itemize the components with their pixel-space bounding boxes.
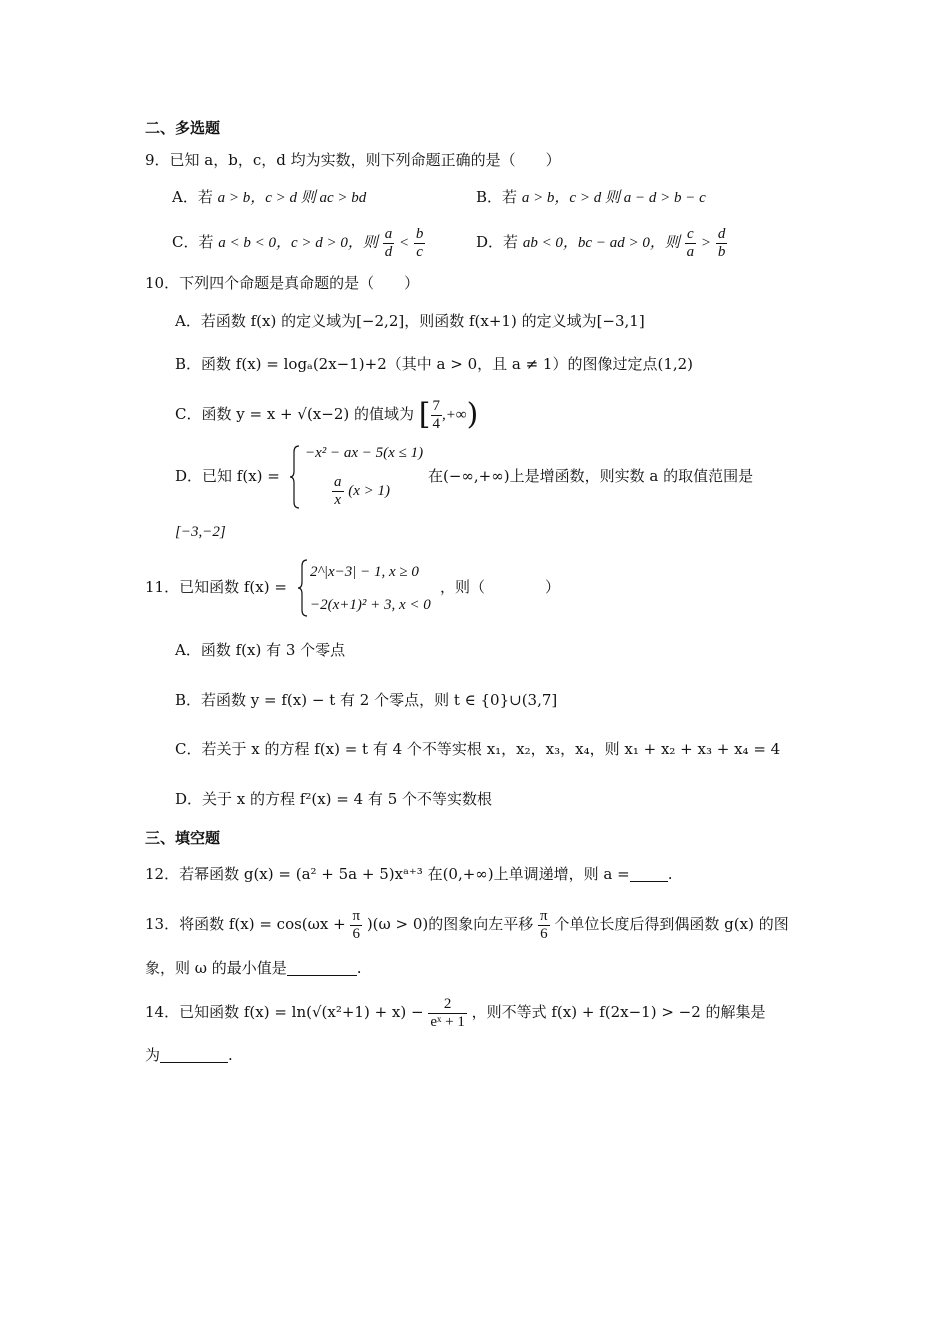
question-11-option-d: D．关于 x 的方程 f²(x) = 4 有 5 个不等实数根 — [175, 790, 493, 808]
question-10-option-c: C．函数 y = x + √(x−2) 的值域为 [ $\frac{7}{4}$ ,+∞) — [175, 397, 479, 432]
left-brace-icon — [297, 558, 309, 618]
question-10-stem: 10．下列四个命题是真命题的是（ ） — [145, 274, 420, 292]
option-label: D．若 — [476, 233, 519, 251]
fraction-a-over-x: $\frac{a}{x}$ — [334, 473, 342, 508]
piecewise-case-2: $\frac{a}{x}$ (x > 1) — [334, 473, 391, 508]
fraction-a-over-d: $\frac{a}{d}$ — [384, 225, 393, 260]
fraction-c-over-a: $\frac{c}{a}$ — [686, 225, 695, 260]
fraction-d-over-b: $\frac{d}{b}$ — [717, 225, 726, 260]
question-11-option-b: B．若函数 y = f(x) − t 有 2 个零点，则 t ∈ {0}∪(3,7] — [175, 691, 558, 709]
option-label: B．若 — [476, 188, 518, 206]
right-paren: ) — [466, 397, 479, 432]
question-9-option-c: C．若 a < b < 0，c > d > 0，则 $\frac{a}{d}$ < $\frac{b}{c}$ — [172, 225, 424, 260]
option-label: C．若 — [172, 233, 214, 251]
option-math: ab < 0，bc − ad > 0，则 — [522, 235, 680, 251]
option-math: a > b，c > d 则 a − d > b − c — [521, 190, 706, 206]
option-math: a > b，c > d 则 ac > bd — [217, 190, 367, 206]
piecewise-case-1: −x² − ax − 5(x ≤ 1) — [305, 445, 424, 461]
left-brace-icon — [289, 444, 301, 510]
question-13-line-1: 13．将函数 f(x) = cos(ωx + $\frac{\pi}{6}$ )(ω > 0)的图象向左平移 $\frac{\pi}{6}$ 个单位长度后得到偶函数 g(x) 的图 — [145, 907, 789, 942]
question-9-option-b — [476, 187, 706, 208]
question-10-option-d-label: D．已知 f(x) = — [175, 467, 280, 485]
answer-blank[interactable] — [160, 1046, 228, 1063]
piecewise-case-2: −2(x+1)² + 3, x < 0 — [310, 597, 431, 613]
question-9-option-d: D．若 ab < 0，bc − ad > 0，则 $\frac{c}{a}$ > $\frac{d}{b}$ — [476, 225, 726, 260]
question-11-stem: 11．已知函数 f(x) = — [145, 578, 287, 596]
question-10-option-b: B．函数 f(x) = logₐ(2x−1)+2（其中 a > 0，且 a ≠ 1）的图像过定点(1,2) — [175, 355, 694, 373]
question-14-line-1: 14．已知函数 f(x) = ln(√(x²+1) + x) − $\frac{2}{\text{eˣ + 1}}$ ，则不等式 f(x) + f(2x−1) > −2 的解集是 — [145, 995, 766, 1030]
fraction-2-over-e-x-plus-1: $\frac{2}{\text{eˣ + 1}}$ — [430, 995, 465, 1030]
question-11-option-c: C．若关于 x 的方程 f(x) = t 有 4 个不等实根 x₁，x₂，x₃，x₄，则 x₁ + x₂ + x₃ + x₄ = 4 — [175, 740, 781, 758]
piecewise-case-1: 2^|x−3| − 1, x ≥ 0 — [310, 564, 419, 580]
question-11-stem-tail: ，则（ ） — [440, 578, 561, 596]
question-10-option-d-answer: [−3,−2] — [175, 524, 226, 540]
question-10-option-d-tail: 在(−∞,+∞)上是增函数，则实数 a 的取值范围是 — [428, 467, 754, 485]
answer-blank[interactable] — [287, 959, 357, 976]
fraction-pi-over-6: $\frac{\pi}{6}$ — [540, 907, 548, 942]
left-bracket: [ — [418, 397, 431, 432]
question-11-option-a: A．函数 f(x) 有 3 个零点 — [175, 641, 346, 659]
section-heading-multiple-choice: 二、多选题 — [145, 119, 221, 137]
question-10-option-a: A．若函数 f(x) 的定义域为[−2,2]，则函数 f(x+1) 的定义域为[−3,1] — [175, 312, 645, 330]
section-heading-fill-in: 三、填空题 — [145, 829, 221, 847]
fraction-7-over-4: $\frac{7}{4}$ — [432, 397, 440, 432]
fraction-pi-over-6: $\frac{\pi}{6}$ — [352, 907, 361, 942]
fraction-b-over-c: $\frac{b}{c}$ — [415, 225, 424, 260]
option-label: A．若 — [172, 188, 213, 206]
answer-blank[interactable] — [630, 865, 668, 882]
question-12: 12．若幂函数 g(x) = (a² + 5a + 5)xᵃ⁺³ 在(0,+∞)上单调递增，则 a = . — [145, 865, 673, 883]
question-9-stem: 9．已知 a，b，c，d 均为实数，则下列命题正确的是（ ） — [145, 151, 561, 169]
question-9-option-a — [172, 187, 366, 208]
question-13-line-2: 象，则 ω 的最小值是 . — [145, 959, 362, 977]
question-14-line-2: 为 . — [145, 1046, 233, 1064]
option-math: a < b < 0，c > d > 0，则 — [218, 235, 378, 251]
